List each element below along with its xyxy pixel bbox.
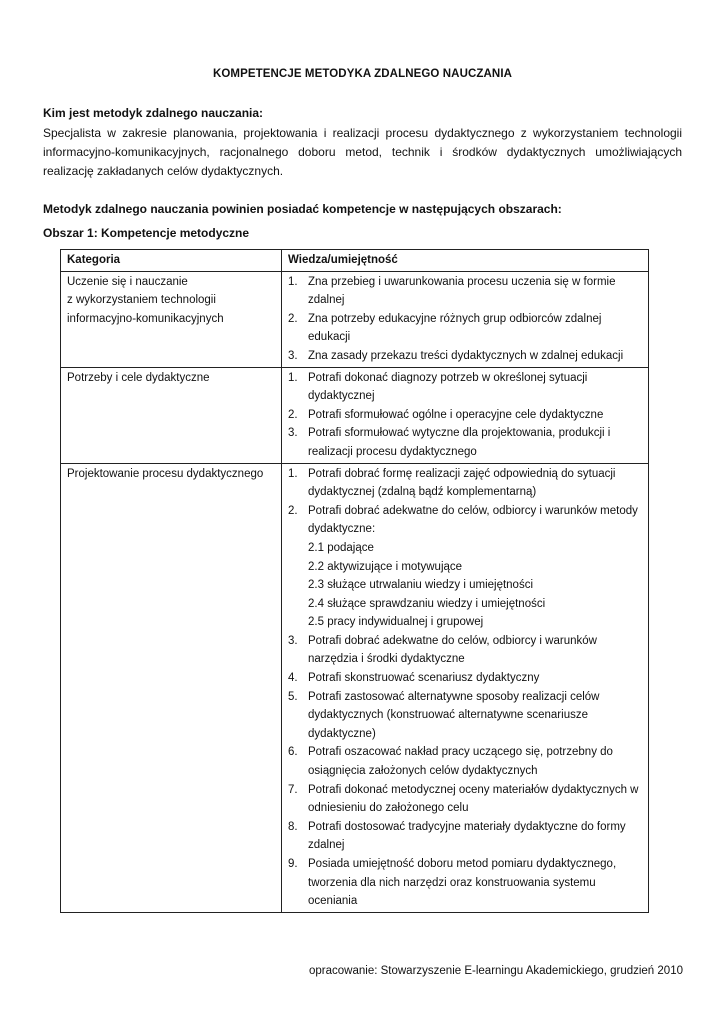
knowledge-cell <box>282 271 649 367</box>
item-text: Potrafi sformułować ogólne i operacyjne cele dydaktyczne <box>308 408 604 421</box>
sub-item: 2.2 aktywizujące i motywujące <box>308 560 463 573</box>
document-footer: opracowanie: Stowarzyszenie E-learningu Akademickiego, grudzień 2010 <box>309 965 683 977</box>
category-cell <box>61 463 282 912</box>
list-item <box>288 743 642 780</box>
category-cell <box>61 271 282 367</box>
competence-heading: Metodyk zdalnego nauczania powinien posiadać kompetencje w następujących obszarach: <box>43 202 562 216</box>
table-header-row <box>61 250 649 272</box>
item-number: 5. <box>288 690 298 703</box>
header-knowledge: Wiedza/umiejętność <box>282 250 649 272</box>
item-number: 2. <box>288 408 298 421</box>
item-text: Potrafi dostosować tradycyjne materiały dydaktyczne do formy zdalnej <box>308 820 626 852</box>
item-text: Zna potrzeby edukacyjne różnych grup odbiorców zdalnej edukacji <box>308 312 602 344</box>
item-text: Potrafi skonstruować scenariusz dydaktyczny <box>308 672 540 685</box>
item-text: Potrafi sformułować wytyczne dla projektowania, produkcji i realizacji procesu dydaktycznego <box>308 427 611 458</box>
item-text: Potrafi oszacować nakład pracy uczącego się, potrzebny do osiągnięcia założonych celów dydaktycznych <box>308 746 613 778</box>
list-item <box>288 781 642 818</box>
knowledge-cell <box>282 367 649 463</box>
item-number: 2. <box>288 504 298 517</box>
item-number: 1. <box>288 371 298 384</box>
category-line: z wykorzystaniem technologii <box>67 294 216 307</box>
sub-item: 2.3 służące utrwalaniu wiedzy i umiejętności <box>308 579 534 592</box>
item-number: 7. <box>288 783 298 796</box>
list-item <box>288 406 642 425</box>
item-number: 2. <box>288 312 298 325</box>
knowledge-list <box>288 273 642 366</box>
header-category: Kategoria <box>61 250 282 272</box>
item-text: Potrafi dobrać adekwatne do celów, odbiorcy i warunków metody dydaktyczne: <box>308 504 638 536</box>
knowledge-list <box>288 465 642 911</box>
knowledge-cell <box>282 463 649 912</box>
category-cell <box>61 367 282 463</box>
list-item <box>288 502 642 632</box>
who-text: Specjalista w zakresie planowania, projektowania i realizacji procesu dydaktycznego z wykorzystaniem technologii informacyjno-komunikacyjnych, racjonalnego doboru metod, technik i środków dydaktycznych umożliwiających realizację zakładanych celów dydaktycznych. <box>43 126 682 178</box>
category-line: Projektowanie procesu dydaktycznego <box>67 467 264 480</box>
list-item <box>288 632 642 669</box>
item-text: Potrafi dokonać diagnozy potrzeb w określonej sytuacji dydaktycznej <box>308 371 588 403</box>
item-number: 3. <box>288 349 298 362</box>
item-text: Posiada umiejętność doboru metod pomiaru dydaktycznego, tworzenia dla nich narzędzi oraz konstruowania systemu oceniania <box>308 858 617 908</box>
item-text: Potrafi dobrać adekwatne do celów, odbiorcy i warunków narzędzia i środki dydaktyczne <box>308 634 597 666</box>
list-item <box>288 465 642 502</box>
table-row <box>61 463 649 912</box>
document-title: KOMPETENCJE METODYKA ZDALNEGO NAUCZANIA <box>212 68 513 80</box>
sub-item: 2.5 pracy indywidualnej i grupowej <box>308 616 484 629</box>
item-number: 1. <box>288 467 298 480</box>
item-text: Potrafi dobrać formę realizacji zajęć odpowiednią do sytuacji dydaktycznej (zdalną bądź komplementarną) <box>308 467 616 499</box>
sub-list <box>308 539 642 632</box>
list-item <box>288 855 642 911</box>
table-row <box>61 367 649 463</box>
list-item <box>288 818 642 855</box>
list-item <box>288 310 642 347</box>
item-number: 9. <box>288 858 298 870</box>
competence-table <box>60 249 649 913</box>
item-number: 8. <box>288 820 298 833</box>
list-item <box>288 347 642 366</box>
sub-item: 2.4 służące sprawdzaniu wiedzy i umiejętności <box>308 597 546 610</box>
table-row <box>61 271 649 367</box>
item-text: Potrafi dokonać metodycznej oceny materiałów dydaktycznych w odniesieniu do założonego celu <box>308 783 639 815</box>
category-line: Potrzeby i cele dydaktyczne <box>67 371 210 384</box>
list-item <box>288 424 642 461</box>
who-heading: Kim jest metodyk zdalnego nauczania: <box>43 106 264 120</box>
area-heading: Obszar 1: Kompetencje metodyczne <box>43 226 250 240</box>
item-text: Potrafi zastosować alternatywne sposoby realizacji celów dydaktycznych (konstruować alternatywne scenariusze dydaktyczne) <box>308 690 600 740</box>
category-line: Uczenie się i nauczanie <box>67 275 188 288</box>
list-item <box>288 273 642 310</box>
list-item <box>288 669 642 688</box>
item-number: 3. <box>288 427 298 440</box>
list-item <box>288 688 642 744</box>
item-number: 6. <box>288 746 298 759</box>
list-item <box>288 369 642 406</box>
knowledge-list <box>288 369 642 462</box>
table-body <box>61 271 649 912</box>
item-number: 1. <box>288 275 298 288</box>
category-line: informacyjno-komunikacyjnych <box>67 312 224 325</box>
item-number: 3. <box>288 634 298 647</box>
item-text: Zna przebieg i uwarunkowania procesu uczenia się w formie zdalnej <box>308 275 616 307</box>
item-text: Zna zasady przekazu treści dydaktycznych w zdalnej edukacji <box>308 349 624 362</box>
item-number: 4. <box>288 672 298 685</box>
sub-item: 2.1 podające <box>308 541 374 554</box>
